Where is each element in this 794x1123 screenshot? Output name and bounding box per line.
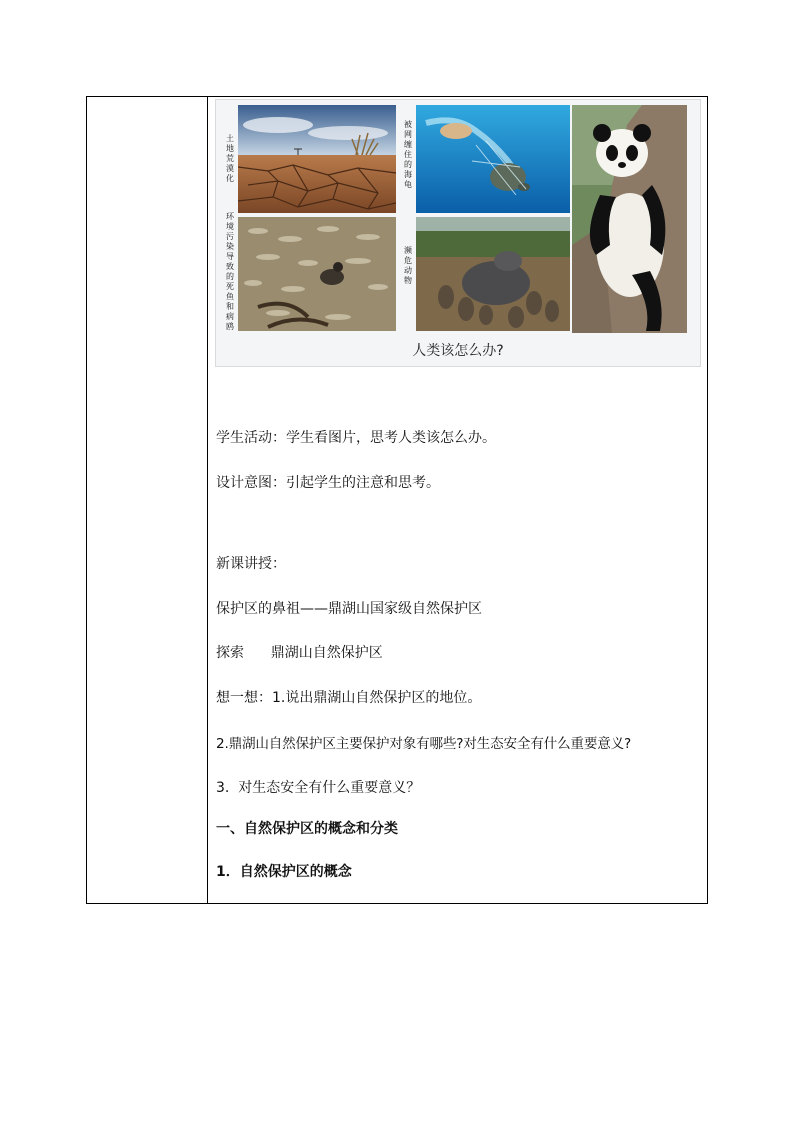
figure-caption: 人类该怎么办?: [412, 343, 504, 359]
panda-photo: [572, 105, 687, 333]
new-lesson-text: 新课讲授：: [216, 556, 286, 572]
label-dead-fish: 环境污染导致的死鱼和病鸥: [226, 212, 234, 331]
think-question-2: 2.鼎湖山自然保护区主要保护对象有哪些?对生态安全有什么重要意义?: [216, 736, 632, 752]
think-question-3: 3. 对生态安全有什么重要意义？: [216, 780, 421, 796]
desert-photo: [238, 105, 396, 213]
label-endangered: 濒危动物: [404, 246, 412, 285]
origin-text: 保护区的鼻祖——鼎湖山国家级自然保护区: [216, 601, 482, 617]
dead-fish-photo: [238, 217, 396, 331]
student-activity-text: 学生活动：学生看图片，思考人类该怎么办。: [216, 430, 496, 446]
label-desertification: 土地荒漠化: [226, 134, 234, 183]
design-intent-text: 设计意图：引起学生的注意和思考。: [216, 475, 440, 491]
environment-photo-collage: [215, 99, 701, 367]
left-column-cell: [87, 97, 208, 903]
explore-text: 探索 鼎湖山自然保护区: [216, 645, 383, 661]
endangered-animals-photo: [416, 217, 570, 331]
sea-turtle-photo: [416, 105, 570, 213]
section-heading-1: 一、自然保护区的概念和分类: [216, 821, 398, 837]
think-question-1: 想一想：1.说出鼎湖山自然保护区的地位。: [216, 690, 482, 706]
label-sea-turtle: 被网缠住的海龟: [404, 120, 412, 189]
section-heading-2: 1．自然保护区的概念: [216, 864, 352, 880]
